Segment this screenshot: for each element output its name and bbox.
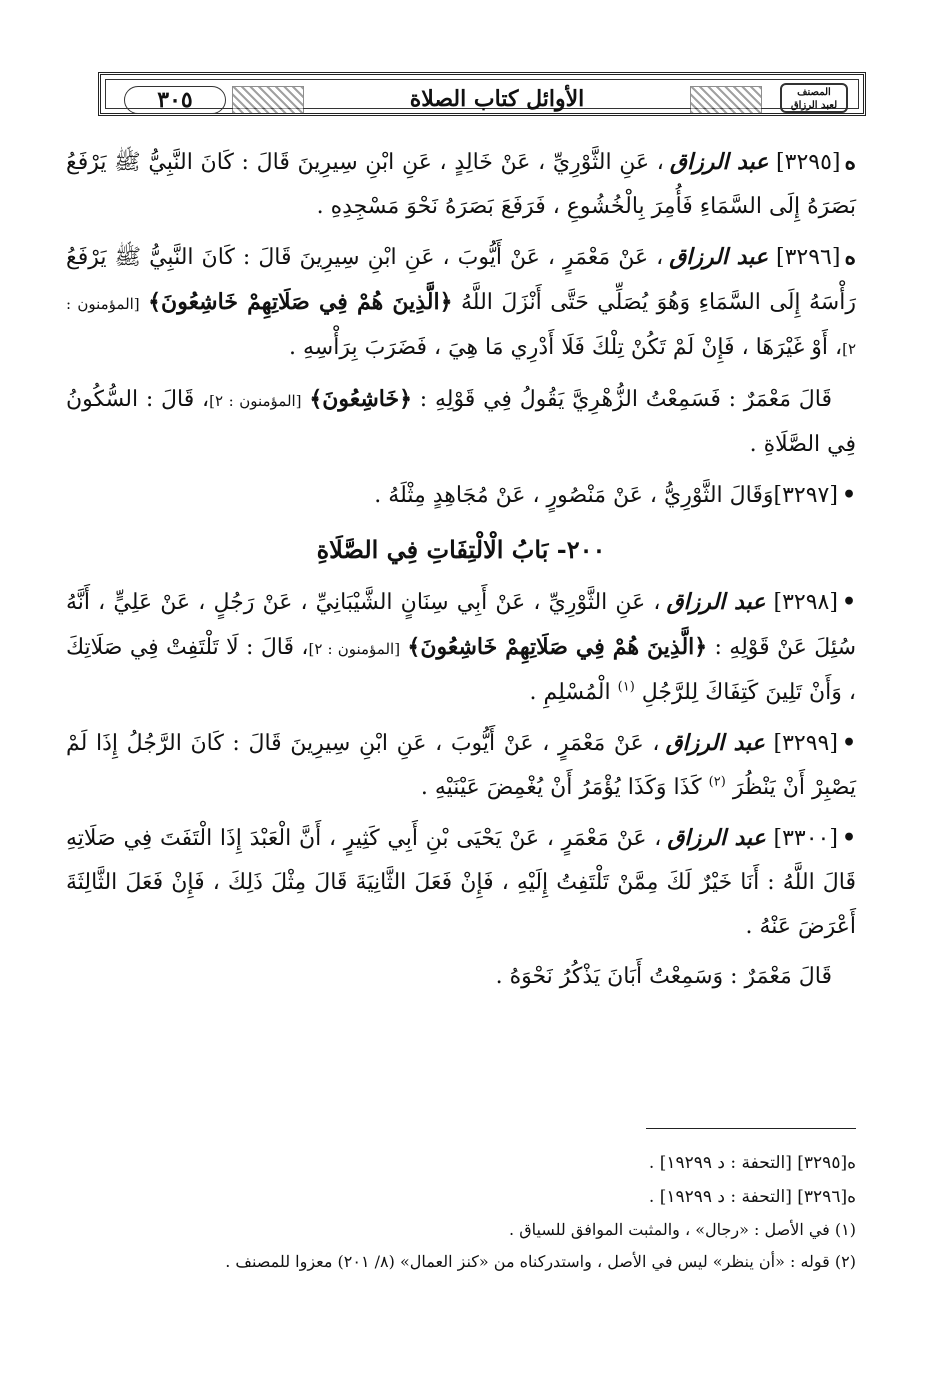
hadith-marker: ه	[844, 244, 856, 270]
hadith-number: [٣٢٩٥]	[776, 150, 841, 175]
mamar-comment-2: قَالَ مَعْمَرٌ : وَسَمِعْتُ أَبَانَ يَذْكُرُ نَحْوَهُ .	[495, 964, 832, 989]
hadith-marker: •	[841, 825, 856, 851]
footnote-2: (٢) قوله : «أن ينظر» ليس في الأصل ، واستدركناه من «كنز العمال» (٨/ ٢٠١) معزوا للمصنف .	[225, 1252, 856, 1271]
hadith-text-2: ، أَوْ غَيْرَهَا ، فَإِنْ لَمْ تَكُنْ تِلْكَ فَلَا أَدْرِي مَا هِيَ ، فَضَرَبَ بِرَأْسِهِ .	[289, 335, 843, 360]
footnote-divider	[646, 1128, 856, 1129]
ornament-left-icon	[232, 86, 304, 114]
comment-text: قَالَ مَعْمَرٌ : فَسَمِعْتُ الزُّهْرِيَّ يَقُولُ فِي قَوْلِهِ :	[419, 387, 833, 412]
quran-quote: ﴿الَّذِينَ هُمْ فِي صَلَاتِهِمْ خَاشِعُونَ﴾	[407, 634, 708, 660]
hadith-marker: •	[841, 589, 856, 615]
hadith-text: ، عَنِ الثَّوْرِيِّ ، عَنْ خَالِدٍ ، عَنِ ابْنِ سِيرِينَ قَالَ : كَانَ النَّبِيُّ ﷺ يَرْفَعُ بَصَرَهُ إِلَى السَّمَاءِ فَأُمِرَ بِالْخُشُوعِ ، فَرَفَعَ بَصَرَهُ نَحْوَ مَسْجِدِهِ .	[66, 150, 856, 219]
footnote-ref[interactable]: (٢)	[708, 774, 726, 790]
hadith-narrator: عبد الرزاق	[665, 730, 765, 756]
footnote-ref[interactable]: (١)	[617, 679, 635, 695]
hadith-text: ، عَنْ مَعْمَرٍ ، عَنْ أَيُّوبَ ، عَنِ ابْنِ سِيرِينَ قَالَ : كَانَ النَّبِيُّ ﷺ يَرْفَعُ رَأْسَهُ إِلَى السَّمَاءِ وَهُوَ يُصَلِّي حَتَّى أَنْزَلَ اللَّهُ	[66, 245, 856, 315]
comment-text-2: ، قَالَ : السُّكُونُ فِي الصَّلَاةِ .	[66, 387, 856, 457]
quran-quote: ﴿الَّذِينَ هُمْ فِي صَلَاتِهِمْ خَاشِعُونَ﴾	[148, 289, 453, 315]
hadith-narrator: عبد الرزاق	[666, 589, 766, 615]
hadith-marker: •	[841, 730, 857, 756]
hadith-number: [٣٢٩٦]	[776, 245, 841, 270]
hadith-narrator: عبد الرزاق	[669, 244, 768, 270]
mamar-comment-1	[66, 377, 856, 467]
footnotes	[66, 1146, 856, 1278]
quran-reference: [المؤمنون : ٢]	[308, 640, 401, 658]
hadith-text: ، عَنِ الثَّوْرِيِّ ، عَنْ أَبِي سِنَانٍ الشَّيْبَانِيِّ ، عَنْ رَجُلٍ ، عَنْ عَلِيٍّ ، أَنَّهُ سُئِلَ عَنْ قَوْلِهِ :	[66, 590, 856, 660]
running-title: الأوائل كتاب الصلاة	[409, 86, 585, 112]
hadith-number: [٣٢٩٩]	[773, 731, 838, 756]
hadith-3296	[66, 235, 856, 371]
hadith-narrator: عبد الرزاق	[667, 825, 766, 851]
seal-line-2: لعبد الرزاق	[790, 100, 838, 111]
header-frame	[105, 79, 859, 113]
hadith-3295	[66, 140, 856, 229]
quran-reference: [المؤمنون : ٢]	[209, 392, 302, 410]
hadith-marker: •	[841, 482, 856, 508]
hadith-narrator: عبد الرزاق	[669, 149, 769, 175]
seal-line-1: المصنف	[797, 87, 831, 98]
hadith-3297	[66, 473, 856, 518]
hadith-text-2: كَذَا وَكَذَا يُؤْمَرُ أَنْ يُغْمِضَ عَيْنَيْهِ .	[420, 775, 702, 800]
hadith-marker: ه	[844, 149, 857, 175]
hadith-text: ، عَنْ مَعْمَرٍ ، عَنْ أَيُّوبَ ، عَنِ ابْنِ سِيرِينَ قَالَ : كَانَ الرَّجُلُ إِذَا لَمْ يَصْبِرْ أَنْ يَنْظُرَ	[66, 731, 856, 800]
hadith-text: ، عَنْ مَعْمَرٍ ، عَنْ يَحْيَى بْنِ أَبِي كَثِيرٍ ، أَنَّ الْعَبْدَ إِذَا الْتَفَتَ فِي صَلَاتِهِ قَالَ اللَّهُ : أَنَا خَيْرٌ لَكَ مِمَّنْ تَلْتَفِتُ إِلَيْهِ ، فَإِنْ فَعَلَ الثَّانِيَةَ قَالَ مِثْلَ ذَلِكَ ، فَإِنْ فَعَلَ الثَّالِثَةَ أَعْرَضَ عَنْهُ .	[66, 826, 856, 939]
hadith-text-2: ، قَالَ : لَا تَلْتَفِتْ فِي صَلَاتِكَ ، وَأَنْ تَلِينَ كَتِفَاكَ لِلرَّجُلِ	[66, 635, 856, 705]
hadith-3298	[66, 580, 856, 715]
hadith-text: وَقَالَ الثَّوْرِيُّ ، عَنْ مَنْصُورٍ ، عَنْ مُجَاهِدٍ مِثْلَهُ .	[374, 483, 774, 508]
running-header	[98, 72, 866, 116]
chapter-heading: ٢٠٠- بَابُ الْالْتِفَاتِ فِي الصَّلَاةِ	[316, 535, 606, 564]
page-number: ٣٠٥	[124, 86, 226, 114]
hadith-number: [٣٣٠٠]	[773, 826, 838, 851]
hadith-text-3: الْمُسْلِمِ .	[529, 680, 611, 705]
footnote-takhrij-3296: ه[٣٢٩٦] [التحفة : د ١٩٢٩٩] .	[648, 1187, 856, 1207]
quran-quote: ﴿خَاشِعُونَ﴾	[309, 386, 412, 412]
hadith-number: [٣٢٩٨]	[773, 590, 838, 615]
hadith-3299	[66, 721, 856, 810]
ornament-right-icon	[690, 86, 762, 114]
footnote-takhrij-3295: ه[٣٢٩٥] [التحفة : د ١٩٢٩٩] .	[648, 1153, 856, 1173]
quran-reference: [المؤمنون : ٢]	[66, 295, 856, 358]
hadith-3300	[66, 816, 856, 949]
footnote-1: (١) في الأصل : «رجال» ، والمثبت الموافق للسياق .	[509, 1220, 856, 1239]
hadith-number: [٣٢٩٧]	[773, 483, 838, 508]
page-body	[66, 140, 856, 1005]
book-seal	[780, 83, 848, 113]
